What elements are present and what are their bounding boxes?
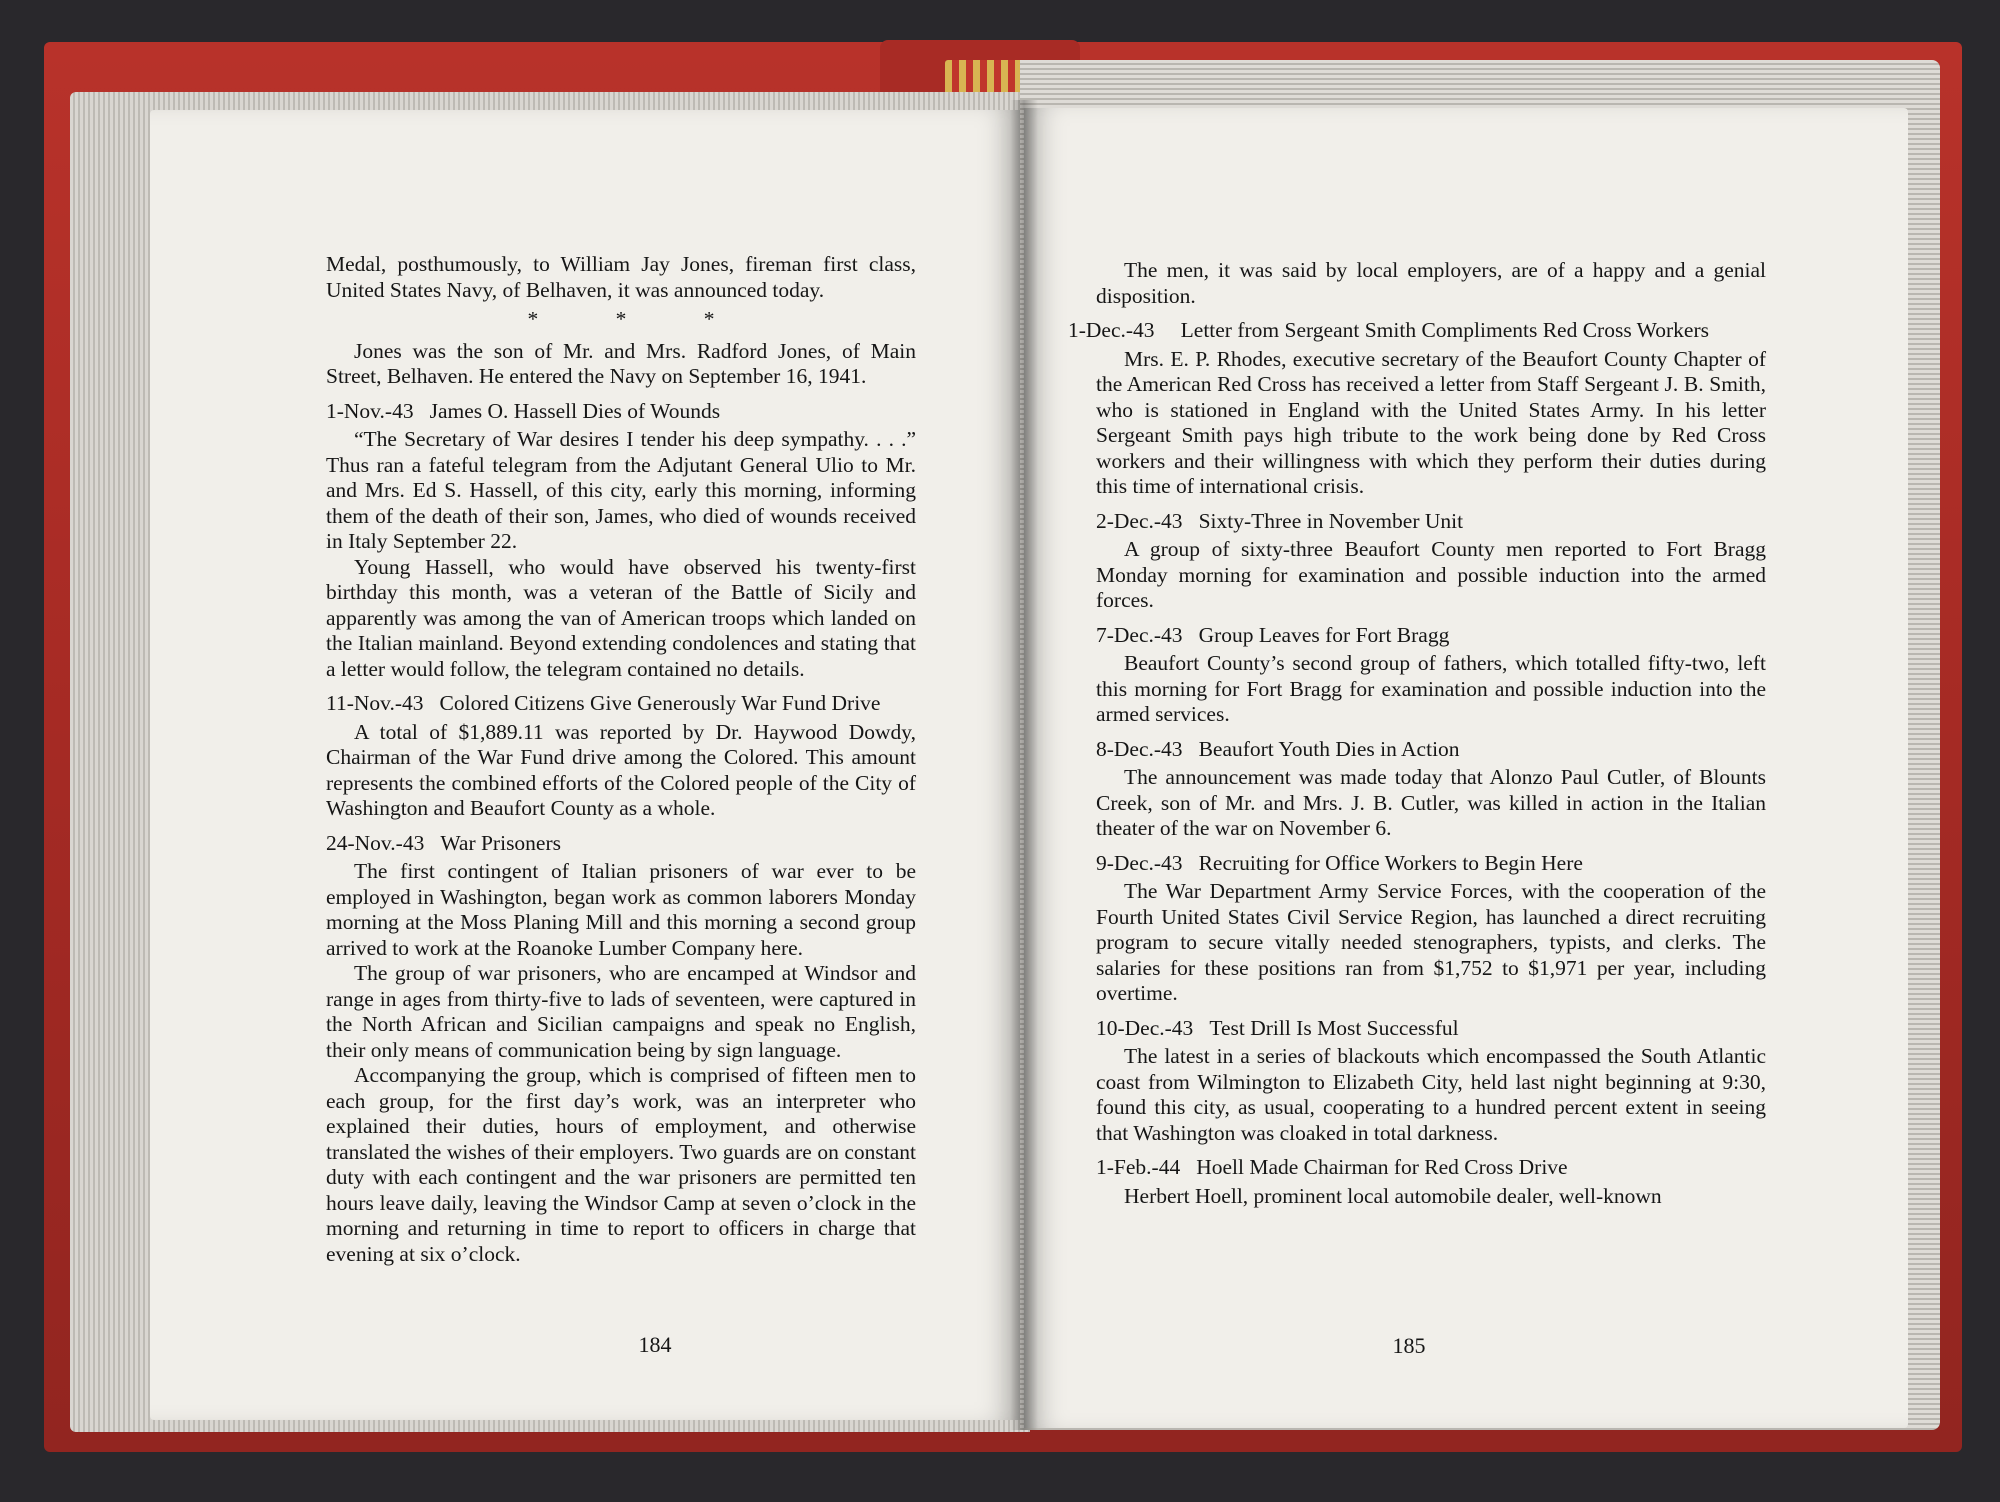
paragraph: Mrs. E. P. Rhodes, executive secretary of the Beaufort County Chapter of the American Red Cross has received a letter from Staff Sergeant J. B. Smith, who is stationed in England with the United States Army. In his letter Sergeant Smith pays high tribute to the work being done by Red Cross workers and their willingness with which they perform their duties during this time of international crisis.	[1096, 346, 1766, 498]
continued-paragraph: Medal, posthumously, to William Jay Jones, fireman first class, United States Navy, of Belhaven, it was announced today.	[326, 252, 916, 302]
paragraph: The first contingent of Italian prisoners of war ever to be employed in Washington, began work as common laborers Monday morning at the Moss Planing Mill and this morning a second group arrived to work at the Roanoke Lumber Company here.	[326, 859, 916, 960]
paragraph: Beaufort County’s second group of fathers, which totalled fifty-two, left this morning for Fort Bragg for examination and possible induction into the armed services.	[1096, 651, 1766, 726]
entry-date: 11-Nov.-43	[326, 691, 424, 715]
entry-heading	[1096, 737, 1766, 763]
paragraph: The War Department Army Service Forces, with the cooperation of the Fourth United States Civil Service Region, has launched a direct recruiting program to secure vitally needed stenographers, typists, and clerks. The salaries for these positions ran from $1,752 to $1,971 per year, including overtime.	[1096, 879, 1766, 1005]
paragraph: Young Hassell, who would have observed his twenty-first birthday this month, was a veteran of the Battle of Sicily and apparently was among the van of American troops which landed on the Italian mainland. Beyond extending condolences and stating that a letter would follow, the telegram contained no details.	[326, 554, 916, 681]
entry-date: 9-Dec.-43	[1096, 850, 1183, 875]
page-number: 185	[1392, 1333, 1426, 1358]
entry-title: Letter from Sergeant Smith Compliments Red Cross Workers	[1180, 318, 1709, 342]
entry-heading	[326, 399, 916, 425]
left-page	[150, 110, 1020, 1420]
entry-title: Test Drill Is Most Successful	[1209, 1015, 1459, 1040]
paragraph: The announcement was made today that Alonzo Paul Cutler, of Blounts Creek, son of Mr. and Mrs. J. B. Cutler, was killed in action in the Italian theater of the war on November 6.	[1096, 765, 1766, 840]
paragraph: Accompanying the group, which is comprised of fifteen men to each group, for the first day’s work, was an interpreter who explained their duties, hours of employment, and otherwise translated the wishes of their employers. Two guards are on constant duty with each contingent and the war prisoners are permitted ten hours leave daily, leaving the Windsor Camp at seven o’clock in the morning and returning in time to report to officers in charge that evening at six o’clock.	[326, 1063, 916, 1266]
paragraph: A group of sixty-three Beaufort County men reported to Fort Bragg Monday morning for examination and possible induction into the armed forces.	[1096, 537, 1766, 612]
right-page-text	[1068, 258, 1766, 1209]
paragraph: A total of $1,889.11 was reported by Dr. Haywood Dowdy, Chairman of the War Fund drive among the Colored. This amount represents the combined efforts of the Colored people of the City of Washington and Beaufort County as a whole.	[326, 719, 916, 820]
paragraph: Jones was the son of Mr. and Mrs. Radford Jones, of Main Street, Belhaven. He entered the Navy on September 16, 1941.	[326, 338, 916, 388]
entry-title: James O. Hassell Dies of Wounds	[429, 398, 721, 423]
paragraph: The latest in a series of blackouts which encompassed the South Atlantic coast from Wilmington to Elizabeth City, held last night beginning at 9:30, found this city, as usual, cooperating to a hundred percent extent in seeing that Washington was cloaked in total darkness.	[1096, 1044, 1766, 1145]
entry-title: Hoell Made Chairman for Red Cross Drive	[1196, 1155, 1568, 1179]
entry-heading	[1068, 318, 1766, 344]
entry-date: 8-Dec.-43	[1096, 736, 1183, 761]
page-number: 184	[638, 1332, 672, 1357]
entry-heading	[1096, 623, 1766, 649]
entry-title: Sixty-Three in November Unit	[1198, 508, 1464, 533]
paragraph: The group of war prisoners, who are encamped at Windsor and range in ages from thirty-five to lads of seventeen, were captured in the North African and Sicilian campaigns and speak no English, their only means of communication being by sign language.	[326, 961, 916, 1062]
entry-heading	[1096, 1016, 1766, 1042]
entry-date: 10-Dec.-43	[1096, 1015, 1194, 1040]
paragraph: “The Secretary of War desires I tender his deep sympathy. . . .” Thus ran a fateful telegram from the Adjutant General Ulio to Mr. and Mrs. Ed S. Hassell, of this city, early this morning, informing them of the death of their son, James, who died of wounds received in Italy September 22.	[326, 427, 916, 553]
entry-date: 1-Feb.-44	[1096, 1155, 1181, 1179]
entry-heading	[326, 831, 916, 857]
entry-title: Group Leaves for Fort Bragg	[1198, 622, 1450, 647]
section-separator: * * *	[527, 307, 751, 331]
entry-title: Beaufort Youth Dies in Action	[1198, 736, 1460, 761]
entry-title: War Prisoners	[440, 830, 562, 855]
entry-date: 2-Dec.-43	[1096, 508, 1183, 533]
entry-date: 24-Nov.-43	[326, 830, 425, 855]
paragraph: Herbert Hoell, prominent local automobile dealer, well-known	[1124, 1183, 1662, 1208]
entry-heading	[1096, 1155, 1766, 1181]
gutter-shadow	[1010, 100, 1038, 1430]
entry-date: 7-Dec.-43	[1096, 622, 1183, 647]
entry-heading	[1096, 851, 1766, 877]
entry-date: 1-Nov.-43	[326, 398, 414, 423]
entry-title: Colored Citizens Give Generously War Fund Drive	[439, 691, 881, 715]
entry-date: 1-Dec.-43	[1068, 318, 1155, 342]
entry-heading	[1096, 509, 1766, 535]
right-page	[1024, 108, 1908, 1428]
left-page-text	[326, 252, 916, 1267]
entry-heading	[326, 691, 916, 717]
continued-paragraph: The men, it was said by local employers, are of a happy and a genial disposition.	[1096, 258, 1766, 308]
entry-title: Recruiting for Office Workers to Begin Here	[1198, 850, 1583, 875]
